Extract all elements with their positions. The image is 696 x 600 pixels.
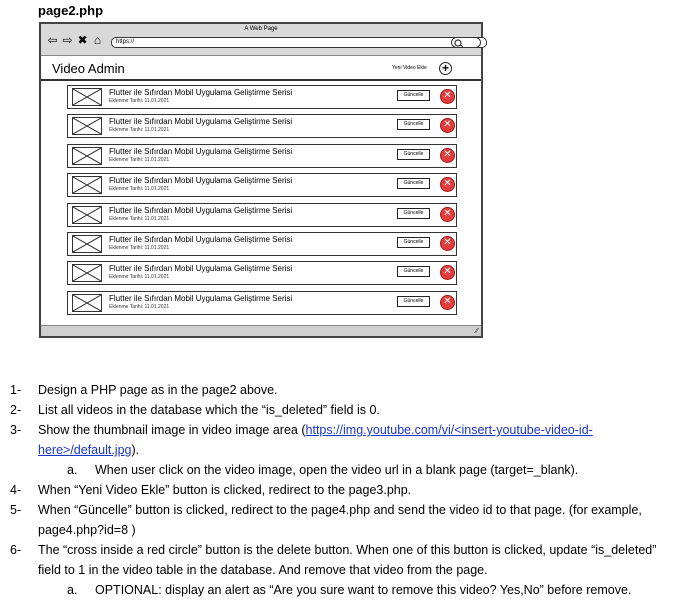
substep-letter: a. xyxy=(67,463,78,477)
video-thumbnail[interactable] xyxy=(72,294,102,312)
video-date: Eklenme Tarihi: 11.01.2021 xyxy=(109,98,170,104)
home-icon[interactable]: ⌂ xyxy=(93,33,102,47)
step-number: 1- xyxy=(10,383,22,397)
window-title: A Web Page xyxy=(244,26,278,32)
substep-text: When user click on the video image, open the video url in a blank page (target=_blank). xyxy=(95,463,579,477)
video-title: Flutter ile Sıfırdan Mobil Uygulama Geliştirme Serisi xyxy=(109,146,293,156)
video-title: Flutter ile Sıfırdan Mobil Uygulama Geliştirme Serisi xyxy=(109,205,293,215)
image-placeholder-icon xyxy=(73,177,101,193)
substep-letter: a. xyxy=(67,583,78,597)
page-title: page2.php xyxy=(38,3,104,18)
substep-text: OPTIONAL: display an alert as “Are you sure want to remove this video? Yes,No” before remove. xyxy=(95,583,632,597)
update-button[interactable]: Güncelle xyxy=(397,90,430,101)
step-text-part: Show the thumbnail image in video image area ( xyxy=(38,423,306,437)
delete-button[interactable]: ✕ xyxy=(440,148,455,163)
step-text xyxy=(38,440,139,460)
url-input[interactable]: https:// xyxy=(111,37,487,48)
admin-title: Video Admin xyxy=(52,61,125,76)
resize-handle-icon[interactable]: ⁄⁄ xyxy=(475,328,478,335)
image-placeholder-icon xyxy=(73,236,101,252)
step-text: List all videos in the database which the “is_deleted” field is 0. xyxy=(38,403,380,417)
browser-toolbar xyxy=(41,24,481,56)
step-number: 5- xyxy=(10,503,22,517)
step-number: 2- xyxy=(10,403,22,417)
video-thumbnail[interactable] xyxy=(72,206,102,224)
video-date: Eklenme Tarihi: 11.01.2021 xyxy=(109,303,170,310)
video-title: Flutter ile Sıfırdan Mobil Uygulama Geliştirme Serisi xyxy=(109,264,293,274)
update-button[interactable]: Güncelle xyxy=(397,237,430,248)
step-number: 3- xyxy=(10,423,22,437)
update-button[interactable]: Güncelle xyxy=(397,208,430,219)
image-placeholder-icon xyxy=(73,207,101,223)
video-title: Flutter ile Sıfırdan Mobil Uygulama Geliştirme Serisi xyxy=(109,176,293,186)
video-thumbnail[interactable] xyxy=(72,117,102,135)
step-text: field to 1 in the video table in the database. And remove that video from the page. xyxy=(38,563,488,577)
video-row xyxy=(67,232,457,256)
video-thumbnail[interactable] xyxy=(72,88,102,106)
search-icon xyxy=(454,39,464,47)
thumbnail-url-link[interactable]: https://img.youtube.com/vi/<insert-youtube-video-id- xyxy=(305,423,593,437)
update-button[interactable]: Güncelle xyxy=(397,296,430,307)
search-button[interactable] xyxy=(451,37,481,48)
delete-button[interactable]: ✕ xyxy=(440,295,455,310)
add-video-label[interactable]: Yeni Video Ekle xyxy=(392,65,427,71)
image-placeholder-icon xyxy=(73,148,101,164)
update-button[interactable]: Güncelle xyxy=(397,149,430,160)
video-title: Flutter ile Sıfırdan Mobil Uygulama Geliştirme Serisi xyxy=(109,235,293,244)
browser-statusbar xyxy=(41,325,481,336)
update-button[interactable]: Güncelle xyxy=(397,178,430,189)
image-placeholder-icon xyxy=(73,89,101,105)
back-arrow-icon[interactable]: ⇦ xyxy=(47,33,58,47)
delete-button[interactable]: ✕ xyxy=(440,207,455,222)
video-row xyxy=(67,291,457,315)
video-row xyxy=(67,114,457,138)
update-button[interactable]: Güncelle xyxy=(397,266,430,277)
image-placeholder-icon xyxy=(73,118,101,134)
delete-button[interactable]: ✕ xyxy=(440,236,455,251)
video-thumbnail[interactable] xyxy=(72,235,102,253)
nav-buttons xyxy=(47,34,103,46)
video-thumbnail[interactable] xyxy=(72,264,102,282)
video-row xyxy=(67,261,457,285)
browser-wireframe xyxy=(39,22,483,338)
video-row xyxy=(67,144,457,168)
video-thumbnail[interactable] xyxy=(72,176,102,194)
video-date: Eklenme Tarihi: 11.01.2021 xyxy=(109,156,170,163)
add-video-button[interactable]: + xyxy=(439,62,452,75)
forward-arrow-icon[interactable]: ⇨ xyxy=(62,33,73,47)
video-date: Eklenme Tarihi: 11.01.2021 xyxy=(109,186,170,193)
step-text: The “cross inside a red circle” button is the delete button. When one of this button is clicked, update “is_deleted” xyxy=(38,543,657,557)
video-date: Eklenme Tarihi: 11.01.2021 xyxy=(109,245,170,251)
step-text-part: ). xyxy=(131,443,140,457)
step-text: page4.php?id=8 ) xyxy=(38,523,136,537)
video-row xyxy=(67,85,457,109)
step-text: Design a PHP page as in the page2 above. xyxy=(38,383,278,397)
video-row xyxy=(67,173,457,197)
image-placeholder-icon xyxy=(73,265,101,281)
video-title: Flutter ile Sıfırdan Mobil Uygulama Geliştirme Serisi xyxy=(109,293,293,303)
video-thumbnail[interactable] xyxy=(72,147,102,165)
delete-button[interactable]: ✕ xyxy=(440,177,455,192)
video-title: Flutter ile Sıfırdan Mobil Uygulama Geliştirme Serisi xyxy=(109,117,293,127)
step-text: When “Yeni Video Ekle” button is clicked, redirect to the page3.php. xyxy=(38,483,412,497)
update-button[interactable]: Güncelle xyxy=(397,119,430,130)
admin-header xyxy=(41,57,481,81)
close-icon[interactable]: ✖ xyxy=(77,33,88,47)
delete-button[interactable]: ✕ xyxy=(440,118,455,133)
step-number: 4- xyxy=(10,483,22,497)
video-title: Flutter ile Sıfırdan Mobil Uygulama Geliştirme Serisi xyxy=(109,88,293,97)
image-placeholder-icon xyxy=(73,295,101,311)
thumbnail-url-link-cont[interactable]: here>/default.jpg xyxy=(38,443,132,457)
video-date: Eklenme Tarihi: 11.01.2021 xyxy=(109,215,170,222)
step-number: 6- xyxy=(10,543,22,557)
video-date: Eklenme Tarihi: 11.01.2021 xyxy=(109,127,170,134)
video-row xyxy=(67,203,457,227)
delete-button[interactable]: ✕ xyxy=(440,89,455,104)
step-text xyxy=(38,420,593,440)
delete-button[interactable]: ✕ xyxy=(440,265,455,280)
video-date: Eklenme Tarihi: 11.01.2021 xyxy=(109,274,170,281)
step-text: When “Güncelle” button is clicked, redirect to the page4.php and send the video id to that page. (for example, xyxy=(38,503,642,517)
